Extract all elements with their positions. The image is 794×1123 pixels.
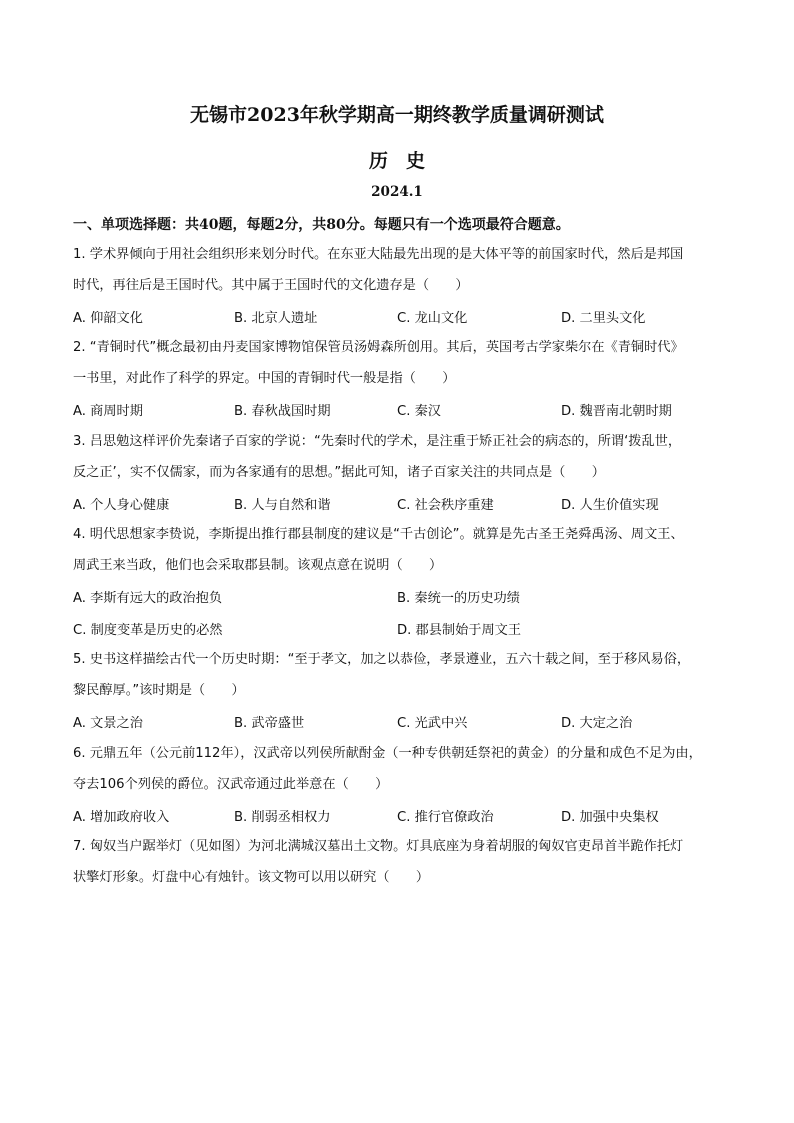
option-a: A. 李斯有远大的政治抱负: [73, 591, 223, 606]
question-line: 一书里，对此作了科学的界定。中国的青铜时代一般是指（ ）: [73, 371, 456, 386]
option-c: C. 龙山文化: [397, 311, 468, 326]
question-line: 黎民醇厚。”该时期是（ ）: [73, 683, 245, 698]
question-4-options-row-1: [73, 587, 733, 609]
question-3-options: [73, 494, 733, 516]
question-line: 2. “青铜时代”概念最初由丹麦国家博物馆保管员汤姆森所创用。其后，英国考古学家柴尔在《青铜时代》: [73, 340, 684, 355]
question-1: [73, 239, 733, 301]
question-line: 时代，再往后是王国时代。其中属于王国时代的文化遗存是（ ）: [73, 278, 469, 293]
option-d: D. 加强中央集权: [561, 810, 659, 825]
question-line: 反之正’，实不仅儒家，而为各家通有的思想。”据此可知，诸子百家关注的共同点是（ ）: [73, 465, 605, 480]
question-line: 4. 明代思想家李贽说，李斯提出推行郡县制度的建议是“千古创论”。就算是先古圣王尧舜禹汤、周文王、: [73, 527, 684, 542]
question-2: [73, 332, 733, 394]
question-1-options: [73, 307, 733, 329]
option-d: D. 魏晋南北朝时期: [561, 404, 672, 419]
option-a: A. 商周时期: [73, 404, 143, 419]
question-line: 周武王来当政，他们也会采取郡县制。该观点意在说明（ ）: [73, 558, 443, 573]
question-7: [73, 831, 733, 893]
option-a: A. 仰韶文化: [73, 311, 143, 326]
question-line: 1. 学术界倾向于用社会组织形来划分时代。在东亚大陆最先出现的是大体平等的前国家时代，然后是邦国: [73, 247, 684, 262]
option-c: C. 制度变革是历史的必然: [73, 623, 223, 638]
option-d: D. 人生价值实现: [561, 498, 659, 513]
section-heading: 一、单项选择题：共40题，每题2分，共80分。每题只有一个选项最符合题意。: [73, 217, 570, 233]
option-b: B. 秦统一的历史功绩: [397, 591, 520, 606]
subject-title: 历史: [368, 150, 443, 172]
option-c: C. 推行官僚政治: [397, 810, 494, 825]
exam-title: 无锡市2023年秋学期高一期终教学质量调研测试: [190, 104, 604, 126]
option-b: B. 北京人遗址: [234, 311, 318, 326]
option-b: B. 削弱丞相权力: [234, 810, 331, 825]
option-c: C. 社会秩序重建: [397, 498, 494, 513]
option-b: B. 武帝盛世: [234, 716, 305, 731]
question-line: 状擎灯形象。灯盘中心有烛针。该文物可以用以研究（ ）: [73, 870, 430, 885]
option-b: B. 人与自然和谐: [234, 498, 331, 513]
option-c: C. 秦汉: [397, 404, 441, 419]
option-a: A. 文景之治: [73, 716, 143, 731]
option-d: D. 大定之治: [561, 716, 633, 731]
option-d: D. 郡县制始于周文王: [397, 623, 522, 638]
question-4: [73, 519, 733, 581]
option-a: A. 个人身心健康: [73, 498, 170, 513]
question-6: [73, 738, 733, 800]
exam-date: 2024.1: [371, 184, 423, 200]
question-4-options-row-2: [73, 619, 733, 641]
question-6-options: [73, 806, 733, 828]
question-5: [73, 644, 733, 706]
question-2-options: [73, 400, 733, 422]
option-d: D. 二里头文化: [561, 311, 646, 326]
question-5-options: [73, 712, 733, 734]
question-line: 6. 元鼎五年（公元前112年），汉武帝以列侯所献酎金（一种专供朝廷祭祀的黄金）的分量和成色不足为由，: [73, 746, 702, 761]
question-line: 夺去106个列侯的爵位。汉武帝通过此举意在（ ）: [73, 777, 389, 792]
option-c: C. 光武中兴: [397, 716, 468, 731]
question-line: 5. 史书这样描绘古代一个历史时期：“至于孝文，加之以恭俭，孝景遵业，五六十载之间，至于移风易俗，: [73, 652, 691, 667]
question-line: 3. 吕思勉这样评价先秦诸子百家的学说：“先秦时代的学术，是注重于矫正社会的病态的，所谓‘拨乱世，: [73, 434, 682, 449]
question-3: [73, 426, 733, 488]
question-line: 7. 匈奴当户踞举灯（见如图）为河北满城汉墓出土文物。灯具底座为身着胡服的匈奴官吏昂首半跪作托灯: [73, 839, 684, 854]
option-b: B. 春秋战国时期: [234, 404, 331, 419]
option-a: A. 增加政府收入: [73, 810, 170, 825]
